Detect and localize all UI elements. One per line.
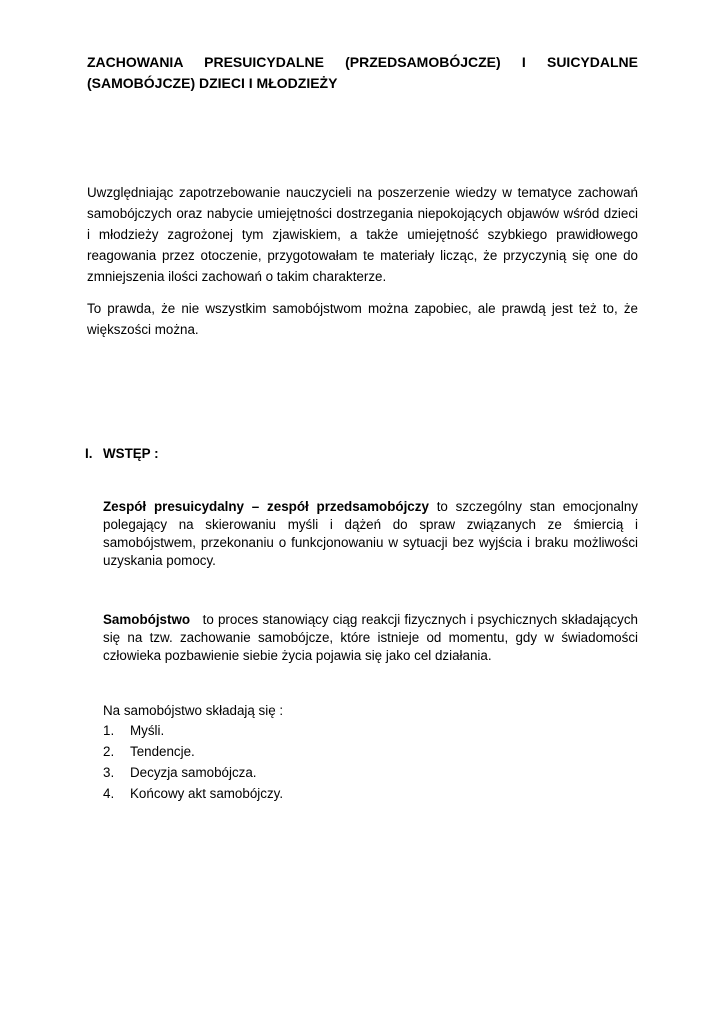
definition-term: Samobójstwo [103, 612, 191, 627]
list-item-number: 4. [103, 786, 115, 801]
title-line-2: (SAMOBÓJCZE) DZIECI I MŁODZIEŻY [87, 75, 338, 91]
section-number: I. [85, 446, 93, 461]
list-item [103, 783, 283, 804]
stages-list [103, 720, 283, 804]
list-item-text: Tendencje. [130, 744, 195, 759]
definition-text: to szczególny stan emocjonalny polegający na skierowaniu myśli i dążeń do spraw związanych ze śmiercią i samobójstwem, przekonaniu o funkcjonowaniu w sytuacji bez wyjścia i braku możliwości uzyskania pomocy. [103, 499, 638, 568]
definition-text: to proces stanowiący ciąg reakcji fizycznych i psychicznych składających się na tzw. zachowanie samobójcze, które istnieje od momentu, gdy w świadomości człowieka pozbawienie siebie życia pojawia się jako cel działania. [103, 612, 642, 663]
list-intro: Na samobójstwo składają się : [103, 703, 284, 718]
definition-suicide [103, 611, 642, 665]
intro-paragraph-2: To prawda, że nie wszystkim samobójstwom można zapobiec, ale prawdą jest też to, że większości można. [87, 301, 638, 337]
list-item-number: 1. [103, 723, 115, 738]
list-item-text: Decyzja samobójcza. [130, 765, 257, 780]
document-title [87, 52, 638, 94]
section-title: WSTĘP : [103, 446, 159, 461]
list-item [103, 762, 283, 783]
list-item-text: Końcowy akt samobójczy. [130, 786, 284, 801]
list-item-text: Myśli. [130, 723, 165, 738]
list-item [103, 720, 283, 741]
definition-term: Zespół presuicydalny – zespół przedsamobójczy [103, 499, 429, 514]
title-line-1: ZACHOWANIA PRESUICYDALNE (PRZEDSAMOBÓJCZE) I SUICYDALNE [87, 54, 638, 70]
intro-paragraph-1: Uwzględniając zapotrzebowanie nauczycieli na poszerzenie wiedzy w tematyce zachowań samobójczych oraz nabycie umiejętności dostrzegania niepokojących objawów wśród dzieci i młodzieży zagrożonej tym zjawiskiem, a także umiejętność szybkiego prawidłowego reagowania przez otoczenie, przygotowałam te materiały licząc, że przyczynią się one do zmniejszenia ilości zachowań o takim charakterze. [87, 185, 638, 284]
section-heading [85, 443, 159, 464]
definition-presuicidal [103, 498, 638, 570]
list-item-number: 2. [103, 744, 115, 759]
list-item-number: 3. [103, 765, 115, 780]
list-item [103, 741, 283, 762]
